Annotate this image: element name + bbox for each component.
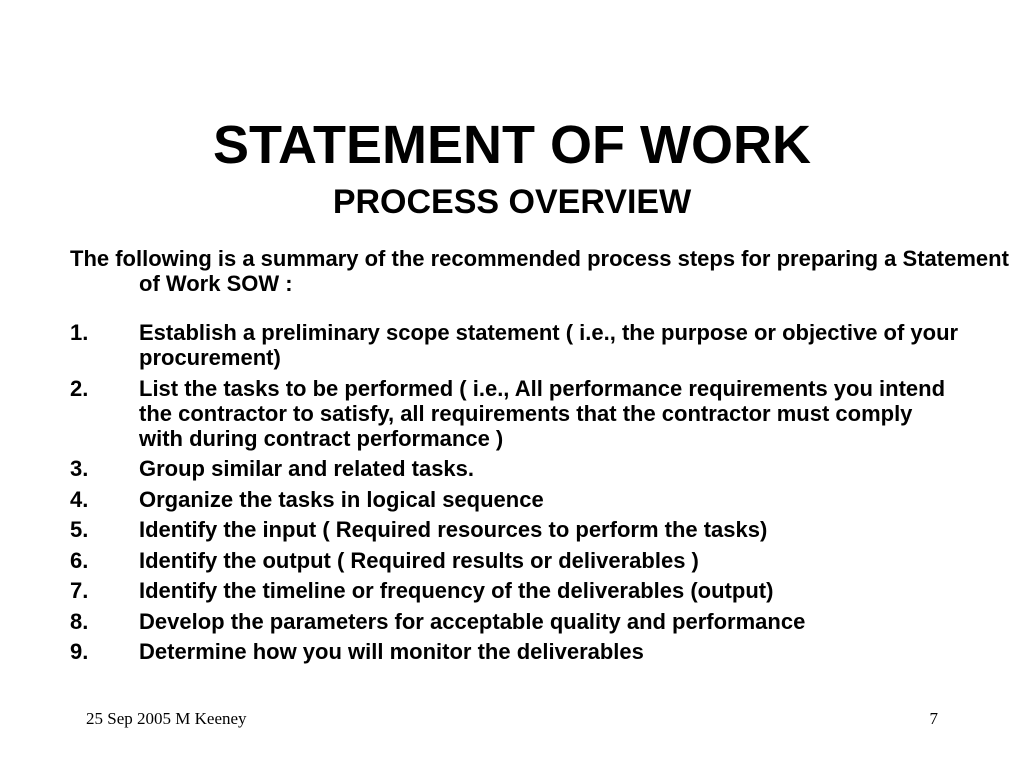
step-text: Establish a preliminary scope statement ( i.e., the purpose or objective of your procurement) xyxy=(139,320,959,370)
step-number: 5. xyxy=(70,517,89,542)
step-1 xyxy=(70,320,960,370)
step-text: Organize the tasks in logical sequence xyxy=(139,486,544,512)
step-7 xyxy=(70,578,960,603)
step-6 xyxy=(70,548,960,573)
step-text: Identify the output ( Required results or deliverables ) xyxy=(139,547,699,573)
slide-title: STATEMENT OF WORK xyxy=(213,115,811,175)
footer-page-number: 7 xyxy=(929,709,938,728)
step-number: 3. xyxy=(70,456,89,481)
step-number: 4. xyxy=(70,486,89,512)
step-number: 1. xyxy=(70,320,89,345)
step-3 xyxy=(70,456,960,481)
step-text: Identify the timeline or frequency of the deliverables (output) xyxy=(139,578,774,603)
footer-date-author: 25 Sep 2005 M Keeney xyxy=(86,709,247,728)
step-number: 2. xyxy=(70,375,89,401)
intro-paragraph: The following is a summary of the recommended process steps for preparing a Statement of Work SOW : xyxy=(70,246,1009,296)
step-number: 8. xyxy=(70,608,89,634)
step-text: Identify the input ( Required resources to perform the tasks) xyxy=(139,517,768,542)
step-text: Develop the parameters for acceptable quality and performance xyxy=(139,608,806,634)
step-8 xyxy=(70,609,960,634)
slide-subtitle: PROCESS OVERVIEW xyxy=(332,183,692,221)
step-9 xyxy=(70,639,960,664)
step-4 xyxy=(70,487,960,512)
step-number: 9. xyxy=(70,639,89,664)
process-steps-list xyxy=(70,320,960,670)
step-number: 6. xyxy=(70,547,89,573)
step-number: 7. xyxy=(70,578,89,603)
step-text: List the tasks to be performed ( i.e., All performance requirements you intend the contractor to satisfy, all requirements that the contractor must comply with during contract performance ) xyxy=(139,375,946,451)
step-2 xyxy=(70,376,960,451)
step-text: Group similar and related tasks. xyxy=(139,456,475,481)
step-text: Determine how you will monitor the deliverables xyxy=(139,639,644,664)
step-5 xyxy=(70,517,960,542)
